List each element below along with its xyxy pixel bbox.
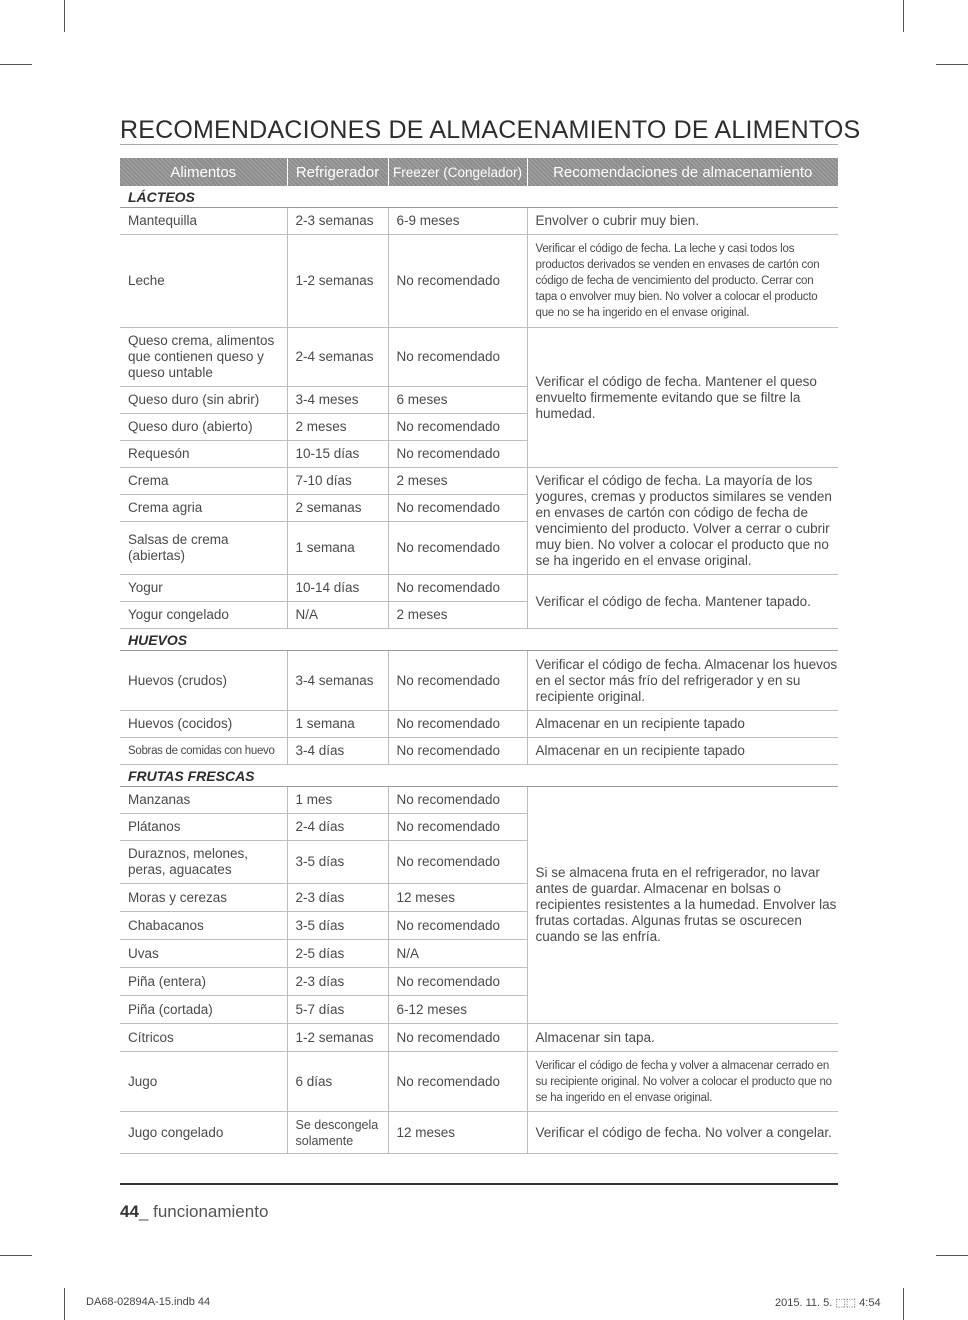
crop-mark [64, 1288, 65, 1320]
freezer-time: No recomendado [388, 441, 527, 468]
food-name: Yogur [120, 575, 287, 602]
freezer-time: No recomendado [388, 651, 527, 711]
freezer-time: 12 meses [388, 884, 527, 912]
recommendation: Verificar el código de fecha. Mantener el queso envuelto firmemente evitando que se filtre la humedad. [527, 328, 838, 468]
fridge-time: 1-2 semanas [287, 1024, 388, 1052]
freezer-time: No recomendado [388, 968, 527, 996]
freezer-time: No recomendado [388, 495, 527, 522]
fridge-time: 2-3 semanas [287, 208, 388, 235]
fridge-time: 7-10 días [287, 468, 388, 495]
freezer-time: 6-9 meses [388, 208, 527, 235]
food-name: Queso duro (abierto) [120, 414, 287, 441]
table-bottom-rule [120, 1183, 838, 1185]
food-name: Queso crema, alimentos que contienen queso y queso untable [120, 328, 287, 387]
freezer-time: No recomendado [388, 841, 527, 884]
food-name: Requesón [120, 441, 287, 468]
fridge-time: 10-14 días [287, 575, 388, 602]
fridge-time: 2-3 días [287, 968, 388, 996]
food-name: Huevos (crudos) [120, 651, 287, 711]
fridge-time: 1-2 semanas [287, 235, 388, 328]
food-name: Leche [120, 235, 287, 328]
fridge-time: 2-4 semanas [287, 328, 388, 387]
crop-mark [936, 64, 968, 65]
table-row [120, 711, 838, 738]
food-name: Manzanas [120, 787, 287, 814]
table-row [120, 787, 838, 814]
table-header-row [120, 158, 838, 186]
category-frutas: FRUTAS FRESCAS [120, 765, 838, 787]
freezer-time: No recomendado [388, 235, 527, 328]
recommendation: Si se almacena fruta en el refrigerador, no lavar antes de guardar. Almacenar en bolsas o recipientes resistentes a la humedad. Envolver las frutas cortadas. Algunas frutas se oscurecen cuando se las enfría. [527, 787, 838, 1024]
fridge-time: 2 meses [287, 414, 388, 441]
fridge-time: 2-3 días [287, 884, 388, 912]
header-recomendaciones: Recomendaciones de almacenamiento [527, 158, 838, 186]
fridge-time: 6 días [287, 1052, 388, 1112]
header-alimentos: Alimentos [120, 158, 287, 186]
freezer-time: No recomendado [388, 912, 527, 940]
recommendation: Verificar el código de fecha. No volver a congelar. [527, 1112, 838, 1154]
fridge-time: 3-4 días [287, 738, 388, 765]
fridge-time: 1 semana [287, 711, 388, 738]
freezer-time: 6-12 meses [388, 996, 527, 1024]
page-number-footer [120, 1202, 268, 1222]
fridge-time: 1 semana [287, 522, 388, 575]
food-name: Yogur congelado [120, 602, 287, 629]
food-name: Mantequilla [120, 208, 287, 235]
food-name: Salsas de crema (abiertas) [120, 522, 287, 575]
food-name: Queso duro (sin abrir) [120, 387, 287, 414]
recommendation: Verificar el código de fecha y volver a almacenar cerrado en su recipiente original. No volver a colocar el producto que no se ha ingerido en el envase original. [527, 1052, 838, 1112]
crop-mark [0, 64, 32, 65]
table-row [120, 651, 838, 711]
food-name: Jugo [120, 1052, 287, 1112]
freezer-time: No recomendado [388, 1024, 527, 1052]
table-row [120, 1024, 838, 1052]
food-name: Moras y cerezas [120, 884, 287, 912]
fridge-time: 3-5 días [287, 841, 388, 884]
section-name: _ funcionamiento [138, 1202, 269, 1221]
table-row [120, 328, 838, 387]
food-name: Cítricos [120, 1024, 287, 1052]
header-refrigerador: Refrigerador [287, 158, 388, 186]
fridge-time: 2-5 días [287, 940, 388, 968]
freezer-time: 12 meses [388, 1112, 527, 1154]
freezer-time: 2 meses [388, 468, 527, 495]
freezer-time: No recomendado [388, 414, 527, 441]
page-number: 44 [120, 1202, 139, 1221]
recommendation: Verificar el código de fecha. Almacenar los huevos en el sector más frío del refrigerador y en su recipiente original. [527, 651, 838, 711]
food-name: Chabacanos [120, 912, 287, 940]
food-name: Piña (cortada) [120, 996, 287, 1024]
freezer-time: No recomendado [388, 1052, 527, 1112]
header-freezer: Freezer (Congelador) [388, 158, 527, 186]
crop-mark [64, 0, 65, 32]
crop-mark [903, 1288, 904, 1320]
table-row [120, 1052, 838, 1112]
freezer-time: No recomendado [388, 787, 527, 814]
fridge-time: N/A [287, 602, 388, 629]
food-name: Duraznos, melones, peras, aguacates [120, 841, 287, 884]
print-date: 2015. 11. 5. ⬚⬚ 4:54 [775, 1297, 881, 1309]
recommendation: Almacenar sin tapa. [527, 1024, 838, 1052]
page-title: RECOMENDACIONES DE ALMACENAMIENTO DE ALIMENTOS [120, 116, 861, 144]
storage-table [120, 158, 838, 1154]
freezer-time: No recomendado [388, 738, 527, 765]
recommendation: Verificar el código de fecha. La leche y casi todos los productos derivados se venden en envases de cartón con código de fecha de vencimiento del producto. Cerrar con tapa o envolver muy bien. No volver a colocar el producto que no se ha ingerido en el envase original. [527, 235, 838, 328]
table-row [120, 208, 838, 235]
food-name: Crema agria [120, 495, 287, 522]
table-row [120, 1112, 838, 1154]
food-name: Crema [120, 468, 287, 495]
food-name: Sobras de comidas con huevo [120, 738, 287, 765]
freezer-time: No recomendado [388, 711, 527, 738]
recommendation: Almacenar en un recipiente tapado [527, 738, 838, 765]
fridge-time: 1 mes [287, 787, 388, 814]
freezer-time: N/A [388, 940, 527, 968]
freezer-time: No recomendado [388, 328, 527, 387]
fridge-time: 3-5 días [287, 912, 388, 940]
table-row [120, 235, 838, 328]
print-file-name: DA68-02894A-15.indb 44 [86, 1296, 211, 1308]
freezer-time: No recomendado [388, 522, 527, 575]
title-rule [120, 144, 838, 145]
table-row [120, 575, 838, 602]
fridge-time: 10-15 días [287, 441, 388, 468]
fridge-time: 3-4 meses [287, 387, 388, 414]
category-lacteos: LÁCTEOS [120, 186, 838, 208]
table-row [120, 738, 838, 765]
fridge-time: Se descongela solamente [287, 1112, 388, 1154]
food-name: Jugo congelado [120, 1112, 287, 1154]
food-name: Piña (entera) [120, 968, 287, 996]
category-huevos: HUEVOS [120, 629, 838, 651]
fridge-time: 3-4 semanas [287, 651, 388, 711]
fridge-time: 2-4 días [287, 814, 388, 841]
crop-mark [936, 1255, 968, 1256]
table-row [120, 468, 838, 495]
recommendation: Verificar el código de fecha. Mantener tapado. [527, 575, 838, 629]
freezer-time: No recomendado [388, 575, 527, 602]
crop-mark [903, 0, 904, 32]
fridge-time: 2 semanas [287, 495, 388, 522]
food-name: Huevos (cocidos) [120, 711, 287, 738]
fridge-time: 5-7 días [287, 996, 388, 1024]
recommendation: Envolver o cubrir muy bien. [527, 208, 838, 235]
freezer-time: 2 meses [388, 602, 527, 629]
recommendation: Verificar el código de fecha. La mayoría de los yogures, cremas y productos similares se venden en envases de cartón con código de fecha de vencimiento del producto. Volver a cerrar o cubrir muy bien. No volver a colocar el producto que no se ha ingerido en el envase original. [527, 468, 838, 575]
food-name: Plátanos [120, 814, 287, 841]
crop-mark [0, 1255, 32, 1256]
food-name: Uvas [120, 940, 287, 968]
recommendation: Almacenar en un recipiente tapado [527, 711, 838, 738]
freezer-time: No recomendado [388, 814, 527, 841]
freezer-time: 6 meses [388, 387, 527, 414]
